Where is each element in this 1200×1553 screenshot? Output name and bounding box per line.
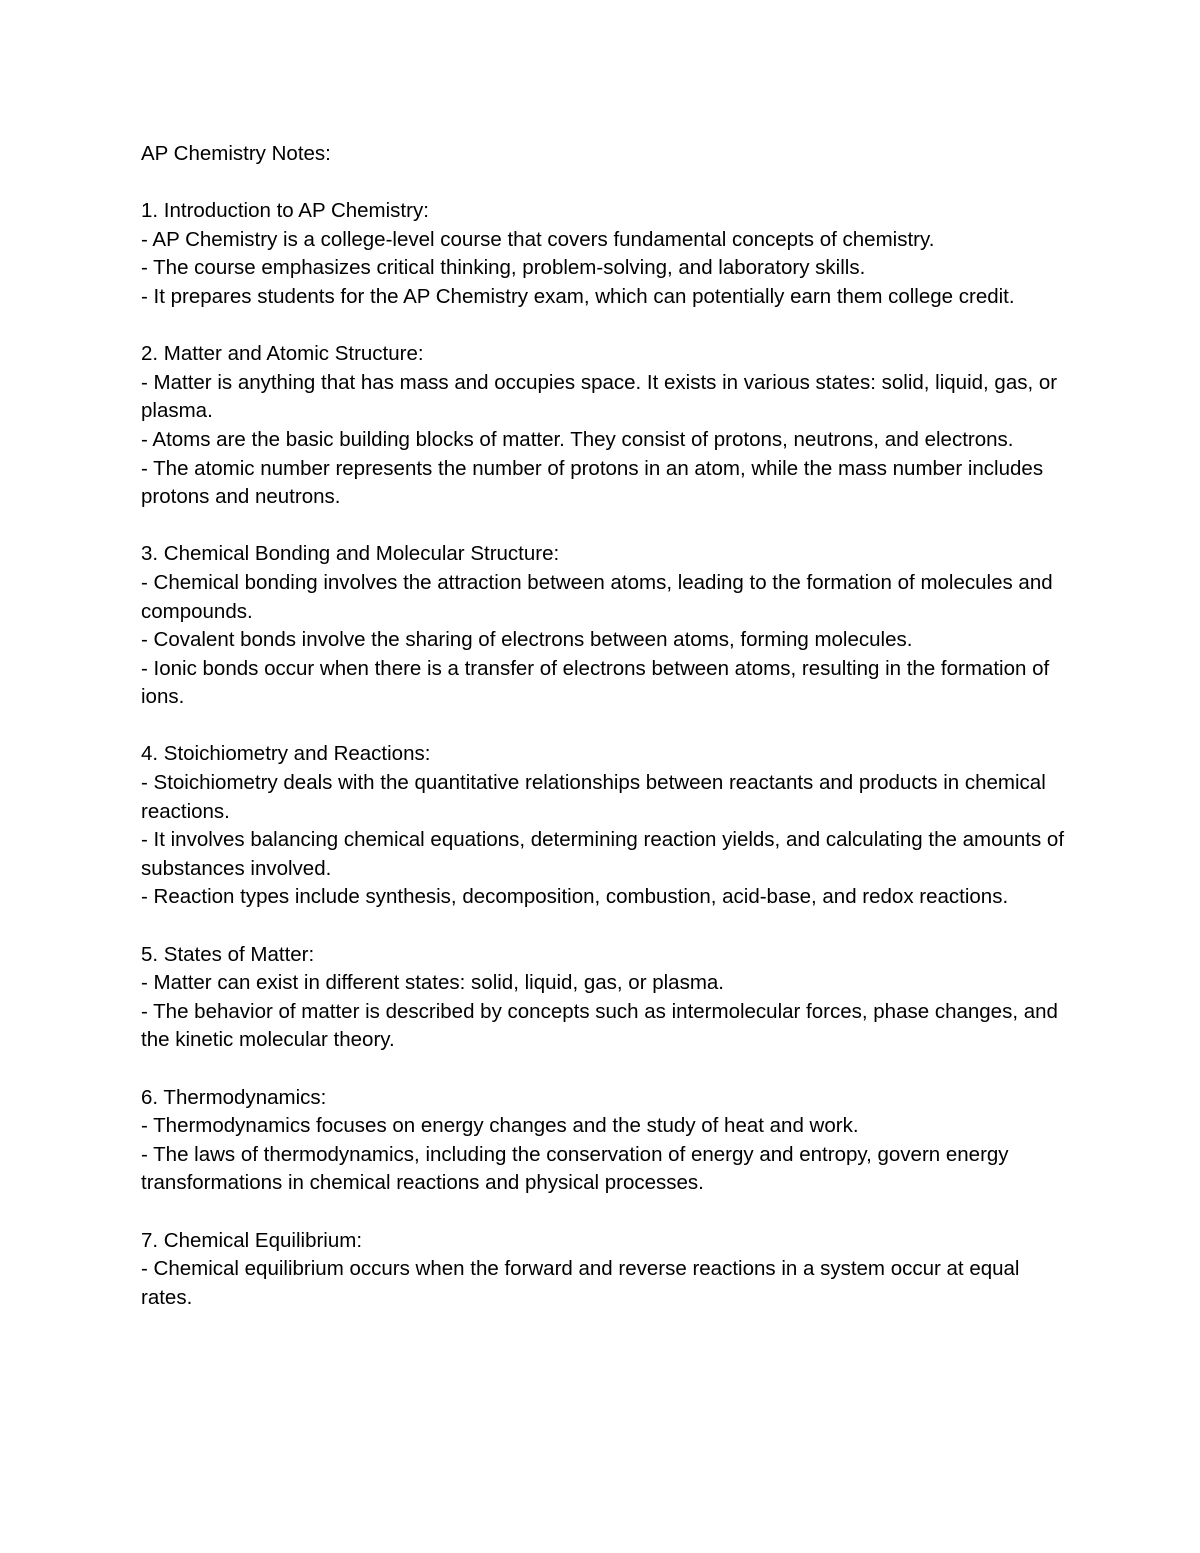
section-heading: 6. Thermodynamics: xyxy=(141,1085,327,1109)
section-chemical-bonding xyxy=(141,540,1066,712)
bullet-item: - Atoms are the basic building blocks of matter. They consist of protons, neutrons, and electrons. xyxy=(141,427,1014,451)
bullet-item: - It prepares students for the AP Chemistry exam, which can potentially earn them college credit. xyxy=(141,284,1015,308)
bullet-item: - It involves balancing chemical equations, determining reaction yields, and calculating the amounts of substances involved. xyxy=(141,828,1065,880)
bullet-item: - Matter is anything that has mass and occupies space. It exists in various states: solid, liquid, gas, or plasma. xyxy=(141,370,1058,423)
bullet-item: - Chemical equilibrium occurs when the forward and reverse reactions in a system occur at equal rates. xyxy=(141,1257,1020,1309)
section-chemical-equilibrium xyxy=(141,1227,1066,1313)
bullet-list xyxy=(141,1112,1066,1198)
bullet-item: - Matter can exist in different states: solid, liquid, gas, or plasma. xyxy=(141,971,724,995)
section-heading: 4. Stoichiometry and Reactions: xyxy=(141,742,431,766)
bullet-item: - The course emphasizes critical thinking, problem-solving, and laboratory skills. xyxy=(141,256,866,280)
bullet-list xyxy=(141,1255,1066,1312)
bullet-item: - Reaction types include synthesis, decomposition, combustion, acid-base, and redox reactions. xyxy=(141,885,1009,909)
bullet-item: - Thermodynamics focuses on energy changes and the study of heat and work. xyxy=(141,1114,859,1138)
document-page xyxy=(141,140,1066,1341)
bullet-list xyxy=(141,769,1066,912)
bullet-item: - The atomic number represents the number of protons in an atom, while the mass number includes protons and neutrons. xyxy=(141,456,1044,509)
section-introduction xyxy=(141,197,1066,311)
bullet-item: - Stoichiometry deals with the quantitative relationships between reactants and products in chemical reactions. xyxy=(141,771,1046,823)
bullet-item: - The behavior of matter is described by concepts such as intermolecular forces, phase changes, and the kinetic molecular theory. xyxy=(141,999,1058,1052)
document-title: AP Chemistry Notes: xyxy=(141,142,331,165)
section-thermodynamics xyxy=(141,1084,1066,1198)
section-heading: 1. Introduction to AP Chemistry: xyxy=(141,199,429,223)
section-matter-atomic-structure xyxy=(141,340,1066,512)
bullet-list xyxy=(141,569,1066,712)
bullet-item: - AP Chemistry is a college-level course that covers fundamental concepts of chemistry. xyxy=(141,227,935,251)
section-states-of-matter xyxy=(141,941,1066,1055)
section-heading: 7. Chemical Equilibrium: xyxy=(141,1228,363,1252)
section-heading: 3. Chemical Bonding and Molecular Structure: xyxy=(141,542,560,566)
section-heading: 2. Matter and Atomic Structure: xyxy=(141,342,424,366)
section-heading: 5. States of Matter: xyxy=(141,942,315,966)
bullet-item: - Ionic bonds occur when there is a transfer of electrons between atoms, resulting in the formation of ions. xyxy=(141,656,1050,709)
bullet-list xyxy=(141,369,1066,512)
bullet-item: - Chemical bonding involves the attraction between atoms, leading to the formation of molecules and compounds. xyxy=(141,570,1053,623)
section-stoichiometry xyxy=(141,740,1066,912)
bullet-item: - Covalent bonds involve the sharing of electrons between atoms, forming molecules. xyxy=(141,628,913,652)
bullet-list xyxy=(141,226,1066,312)
bullet-item: - The laws of thermodynamics, including the conservation of energy and entropy, govern energy transformations in chemical reactions and physical processes. xyxy=(141,1142,1009,1195)
bullet-list xyxy=(141,969,1066,1055)
